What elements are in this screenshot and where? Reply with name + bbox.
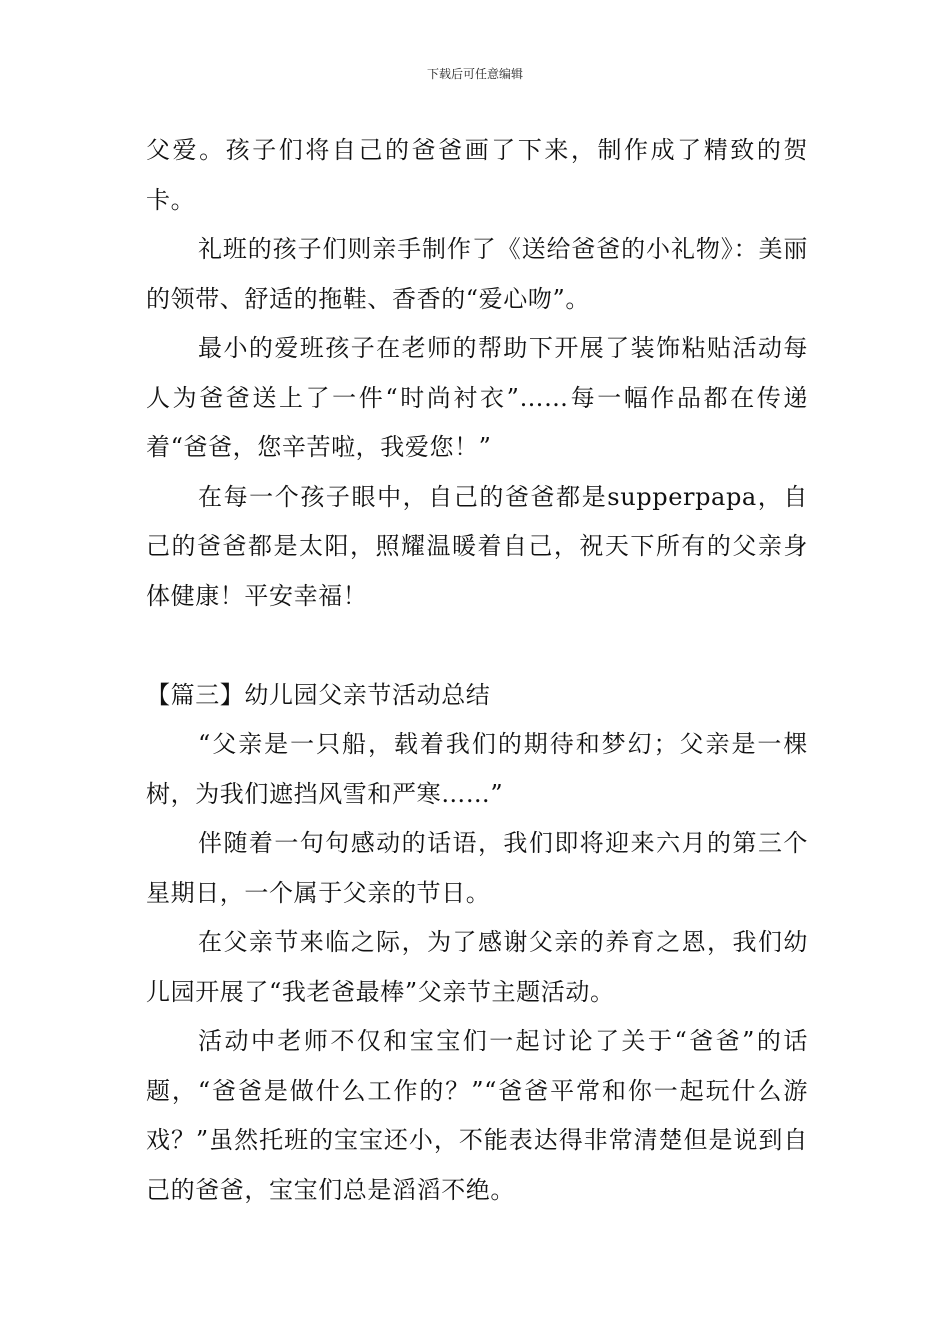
paragraph-quote: “父亲是一只船，载着我们的期待和梦幻；父亲是一棵树，为我们遮挡风雪和严寒……” xyxy=(146,730,808,808)
paragraph-ai-class: 最小的爱班孩子在老师的帮助下开展了装饰粘贴活动每人为爸爸送上了一件“时尚衬衣”……每一幅作品都在传递着“爸爸，您辛苦啦，我爱您！” xyxy=(146,334,808,461)
section-title: 【篇三】幼儿园父亲节活动总结 xyxy=(146,680,491,709)
paragraph-fathers-day-intro: 伴随着一句句感动的话语，我们即将迎来六月的第三个星期日，一个属于父亲的节日。 xyxy=(146,829,808,907)
document-body xyxy=(146,126,808,1215)
paragraph-li-class: 礼班的孩子们则亲手制作了《送给爸爸的小礼物》：美丽的领带、舒适的拖鞋、香香的“爱心吻”。 xyxy=(146,235,808,313)
page-header: 下载后可任意编辑 xyxy=(426,67,523,81)
paragraph-activity-theme: 在父亲节来临之际，为了感谢父亲的养育之恩，我们幼儿园开展了“我老爸最棒”父亲节主题活动。 xyxy=(146,928,808,1006)
paragraph-discussion: 活动中老师不仅和宝宝们一起讨论了关于“爸爸”的话题，“爸爸是做什么工作的？”“爸爸平常和你一起玩什么游戏？”虽然托班的宝宝还小，不能表达得非常清楚但是说到自己的爸爸，宝宝们总是滔滔不绝。 xyxy=(146,1027,808,1204)
paragraph-continuation: 父爱。孩子们将自己的爸爸画了下来，制作成了精致的贺卡。 xyxy=(146,136,808,214)
spacer xyxy=(146,621,808,671)
paragraph-supperpapa: 在每一个孩子眼中，自己的爸爸都是supperpapa，自己的爸爸都是太阳，照耀温暖着自己，祝天下所有的父亲身体健康！平安幸福！ xyxy=(146,482,808,610)
